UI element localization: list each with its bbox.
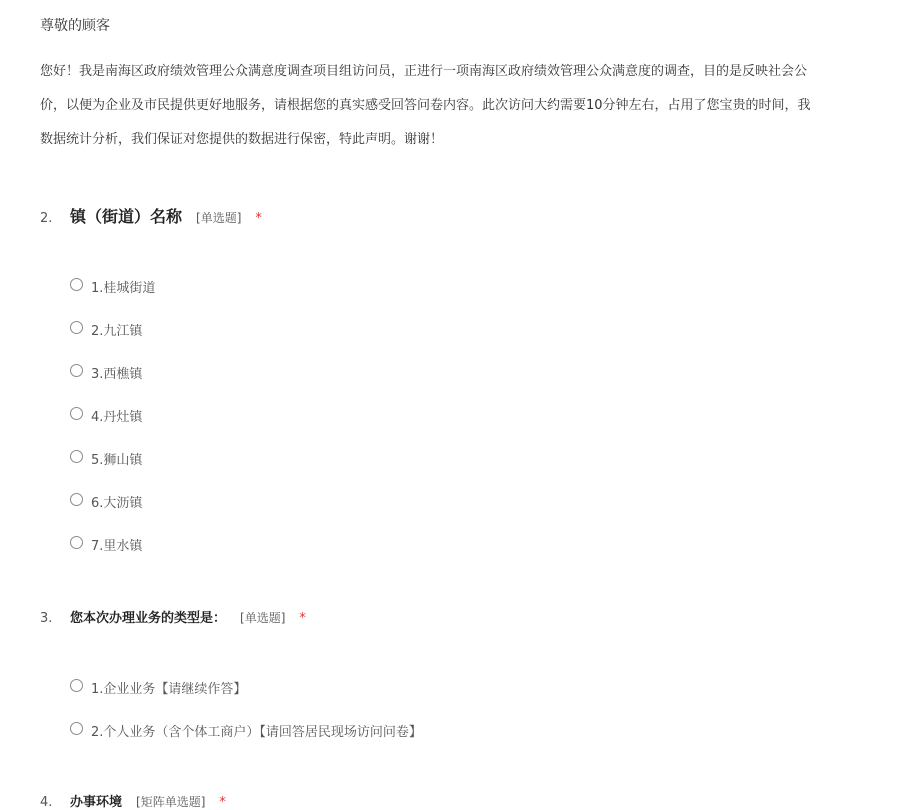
option-label: 2.个人业务（含个体工商户）【请回答居民现场访问问卷】 [91, 725, 422, 740]
option-danzao[interactable] [70, 405, 142, 425]
question-number: 4. [40, 795, 53, 810]
option-label: 7.里水镇 [91, 539, 143, 554]
option-label: 6.大沥镇 [91, 496, 143, 511]
question-title: 办事环境 [70, 795, 123, 810]
question-4-header [40, 791, 226, 810]
option-label: 1.企业业务【请继续作答】 [91, 682, 247, 697]
radio-button[interactable] [70, 536, 83, 549]
radio-button[interactable] [70, 450, 83, 463]
radio-button[interactable] [70, 679, 83, 692]
option-label: 5.狮山镇 [91, 453, 143, 468]
question-type: [矩阵单选题] [136, 795, 206, 809]
option-lishui[interactable] [70, 534, 142, 554]
option-dali[interactable] [70, 491, 142, 511]
radio-button[interactable] [70, 364, 83, 377]
intro-text [40, 55, 900, 157]
question-type: [单选题] [240, 611, 286, 625]
option-label: 3.西樵镇 [91, 367, 143, 382]
required-marker: * [219, 795, 226, 810]
question-title: 您本次办理业务的类型是： [70, 611, 227, 626]
question-3-header [40, 607, 306, 626]
intro-line: 数据统计分析，我们保证对您提供的数据进行保密，特此声明。谢谢！ [40, 132, 444, 147]
intro-line: 您好！我是南海区政府绩效管理公众满意度调查项目组访问员，正进行一项南海区政府绩效管理公众满意度的调查，目的是反映社会公 [40, 64, 808, 79]
greeting: 尊敬的顾客 [40, 18, 110, 34]
radio-button[interactable] [70, 321, 83, 334]
question-number: 3. [40, 611, 53, 626]
radio-button[interactable] [70, 407, 83, 420]
option-label: 1.桂城街道 [91, 281, 156, 296]
required-marker: * [255, 211, 262, 226]
option-label: 4.丹灶镇 [91, 410, 143, 425]
option-guicheng[interactable] [70, 276, 155, 296]
option-personal-business[interactable] [70, 720, 422, 740]
option-jiujiang[interactable] [70, 319, 142, 339]
radio-button[interactable] [70, 278, 83, 291]
question-number: 2. [40, 211, 53, 226]
intro-line: 价，以便为企业及市民提供更好地服务，请根据您的真实感受回答问卷内容。此次访问大约需要10分钟左右，占用了您宝贵的时间，我 [40, 98, 811, 113]
radio-button[interactable] [70, 722, 83, 735]
radio-button[interactable] [70, 493, 83, 506]
option-shishan[interactable] [70, 448, 142, 468]
option-label: 2.九江镇 [91, 324, 143, 339]
question-2-header [40, 204, 262, 227]
option-enterprise-business[interactable] [70, 677, 246, 697]
required-marker: * [299, 611, 306, 626]
option-xiqiao[interactable] [70, 362, 142, 382]
question-title: 镇（街道）名称 [70, 207, 183, 226]
question-type: [单选题] [196, 211, 242, 225]
